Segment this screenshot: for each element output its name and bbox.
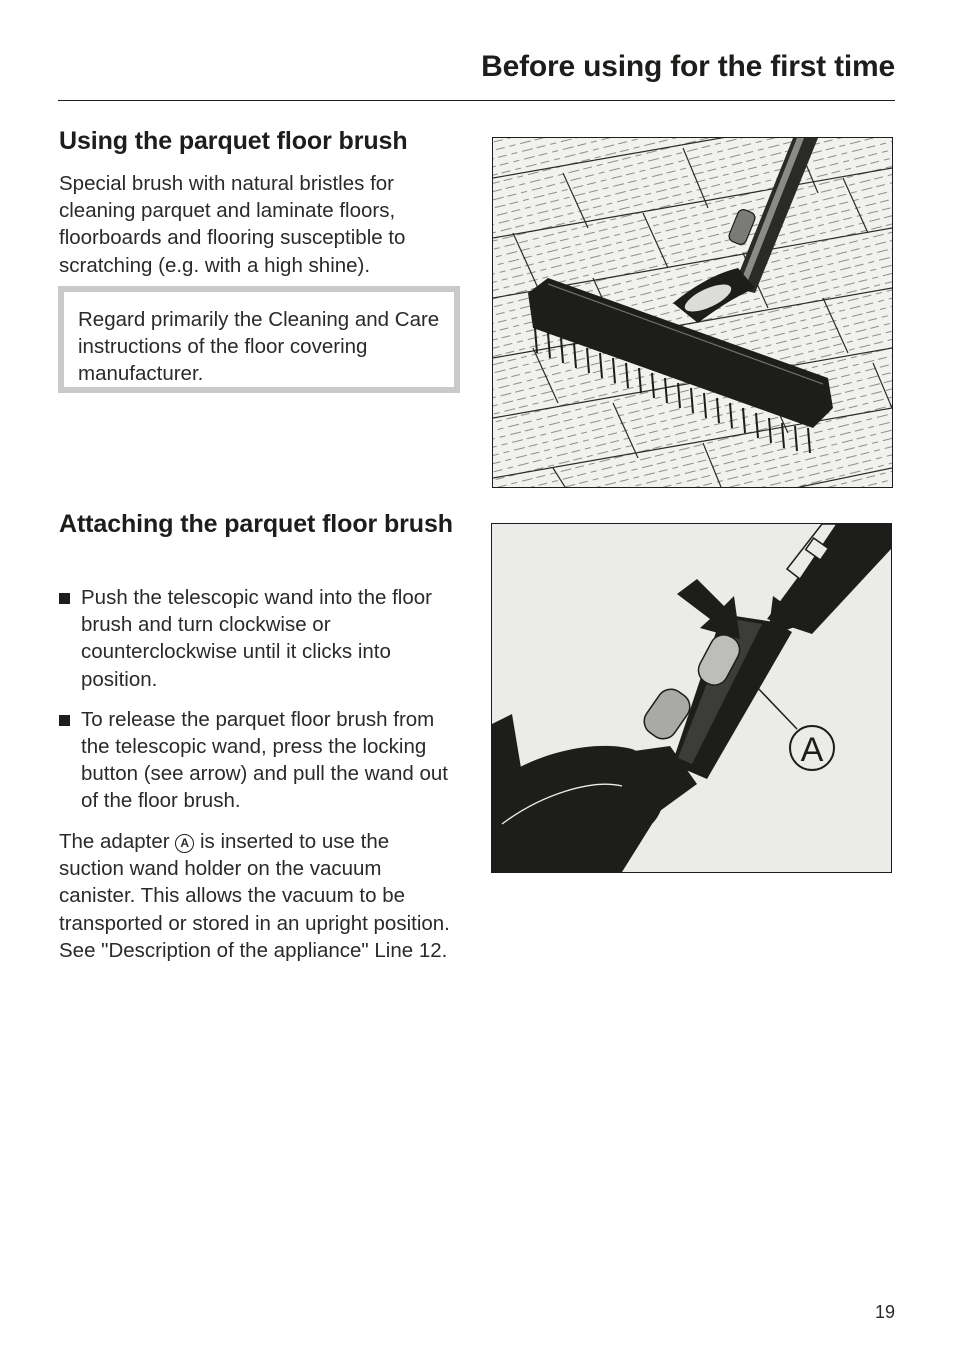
section-heading-parquet-brush: Using the parquet floor brush [59, 127, 408, 155]
section-intro-text: Special brush with natural bristles for cleaning parquet and laminate floors, floorboards and flooring susceptible to scratching (e.g. with a high shine). [59, 172, 406, 277]
list-item-text: To release the parquet floor brush from the telescopic wand, press the locking button (see arrow) and pull the wand out of the floor brush. [81, 707, 448, 813]
bullet-square-icon [59, 715, 70, 726]
note-text: Regard primarily the Cleaning and Care instructions of the floor covering manufacturer. [78, 308, 440, 386]
note-box [58, 286, 460, 393]
figure-parquet-brush-illustration [492, 137, 893, 488]
header-divider [58, 100, 895, 101]
parquet-brush-drawing [493, 138, 892, 487]
adapter-drawing [492, 524, 891, 872]
instruction-list [59, 584, 459, 828]
bullet-square-icon [59, 593, 70, 604]
adapter-text-before: The adapter [59, 830, 170, 853]
figure-adapter-illustration [491, 523, 892, 873]
adapter-text-after: is inserted to use the suction wand holder on the vacuum canister. This allows the vacuum to be transported or stored in an upright position. See "Description of the appliance" Line 12. [59, 830, 450, 962]
list-item [59, 706, 459, 815]
circled-a-symbol: A [175, 834, 194, 853]
callout-label-a: A [800, 731, 824, 769]
list-item [59, 584, 459, 693]
page-header-title: Before using for the first time [481, 50, 895, 83]
list-item-text: Push the telescopic wand into the floor brush and turn clockwise or counterclockwise until it clicks into position. [81, 586, 432, 691]
adapter-paragraph [59, 828, 454, 964]
page-number: 19 [874, 1302, 895, 1322]
section-heading-attaching-brush: Attaching the parquet floor brush [59, 510, 453, 538]
